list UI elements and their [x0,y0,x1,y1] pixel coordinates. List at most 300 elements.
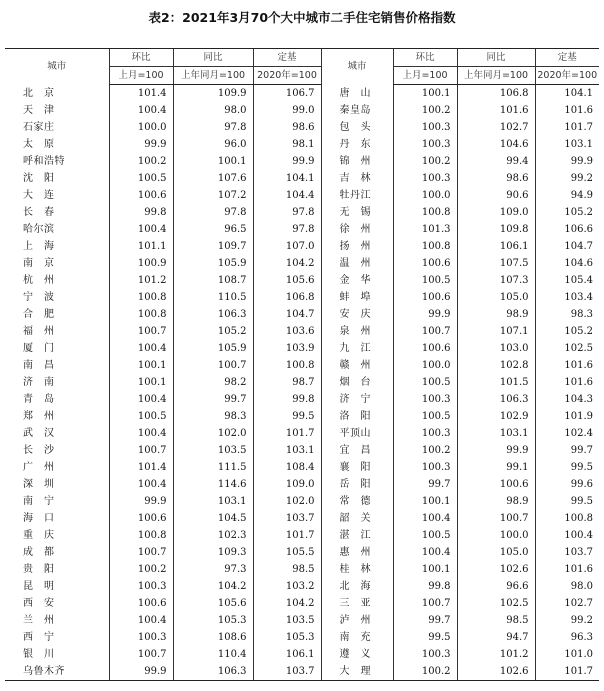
mom-value-left: 100.0 [109,119,173,136]
table-body [5,85,599,681]
city-name-left: 贵 阳 [23,564,55,575]
yoy-value-right: 104.6 [457,136,535,153]
city-name-left: 厦 门 [23,343,55,354]
yoy-value-right: 101.6 [457,102,535,119]
city-name-right: 金 华 [321,272,393,289]
city-name-right: 济 宁 [321,391,393,408]
header-yoy-sub-left: 上年同月=100 [173,67,253,85]
yoy-value-left: 105.9 [173,340,253,357]
mom-value-left: 100.4 [109,102,173,119]
table-row [5,391,599,408]
city-name-left: 沈 阳 [23,173,55,184]
mom-value-right: 100.6 [393,255,457,272]
base-value-left: 100.8 [253,357,321,374]
table-row [5,221,599,238]
mom-value-right: 100.7 [393,323,457,340]
mom-value-left: 100.6 [109,187,173,204]
yoy-value-left: 105.6 [173,595,253,612]
yoy-value-left: 96.0 [173,136,253,153]
city-name-right: 桂 林 [321,561,393,578]
yoy-value-right: 107.1 [457,323,535,340]
city-name-right: 宜 昌 [321,442,393,459]
base-value-left: 99.0 [253,102,321,119]
mom-value-right: 100.3 [393,170,457,187]
mom-value-right: 99.9 [393,306,457,323]
header-city-left: 城市 [5,49,109,85]
table-row [5,510,599,527]
mom-value-left: 99.9 [109,493,173,510]
base-value-left: 103.7 [253,510,321,527]
table-row [5,136,599,153]
base-value-right: 101.9 [535,408,599,425]
base-value-left: 99.5 [253,408,321,425]
base-value-right: 101.7 [535,663,599,681]
city-name-right: 唐 山 [321,85,393,103]
city-name-left: 天 津 [23,105,55,116]
mom-value-left: 100.6 [109,510,173,527]
city-name-right: 蚌 埠 [321,289,393,306]
yoy-value-left: 108.6 [173,629,253,646]
base-value-left: 105.6 [253,272,321,289]
yoy-value-right: 102.6 [457,561,535,578]
mom-value-right: 100.1 [393,493,457,510]
yoy-value-right: 100.6 [457,476,535,493]
mom-value-left: 100.4 [109,391,173,408]
mom-value-left: 100.8 [109,306,173,323]
mom-value-left: 101.4 [109,459,173,476]
base-value-right: 103.1 [535,136,599,153]
yoy-value-left: 110.4 [173,646,253,663]
base-value-left: 101.7 [253,527,321,544]
mom-value-left: 100.4 [109,221,173,238]
yoy-value-left: 108.7 [173,272,253,289]
yoy-value-right: 106.8 [457,85,535,103]
city-name-right: 惠 州 [321,544,393,561]
base-value-right: 101.6 [535,561,599,578]
mom-value-right: 100.2 [393,663,457,681]
yoy-value-right: 103.1 [457,425,535,442]
header-mom-sub-left: 上月=100 [109,67,173,85]
mom-value-left: 100.1 [109,357,173,374]
city-name-right: 吉 林 [321,170,393,187]
mom-value-right: 100.5 [393,408,457,425]
table-row [5,204,599,221]
base-value-left: 103.1 [253,442,321,459]
mom-value-right: 100.2 [393,153,457,170]
table-row [5,425,599,442]
yoy-value-right: 99.1 [457,459,535,476]
base-value-right: 104.6 [535,255,599,272]
city-name-right: 无 锡 [321,204,393,221]
yoy-value-left: 96.5 [173,221,253,238]
mom-value-right: 100.3 [393,136,457,153]
mom-value-right: 100.8 [393,204,457,221]
city-name-left: 济 南 [23,377,55,388]
table-row [5,153,599,170]
mom-value-right: 100.6 [393,289,457,306]
base-value-right: 103.4 [535,289,599,306]
base-value-left: 104.7 [253,306,321,323]
header-row-main [5,49,599,67]
mom-value-left: 100.9 [109,255,173,272]
table-row [5,595,599,612]
mom-value-left: 101.4 [109,85,173,103]
yoy-value-right: 100.0 [457,527,535,544]
mom-value-left: 100.7 [109,544,173,561]
city-name-left: 海 口 [23,513,55,524]
city-name-left: 郑 州 [23,411,55,422]
mom-value-right: 99.7 [393,476,457,493]
header-yoy-sub-right: 上年同月=100 [457,67,535,85]
city-name-left: 南 京 [23,258,55,269]
table-row [5,272,599,289]
yoy-value-right: 94.7 [457,629,535,646]
mom-value-right: 99.7 [393,612,457,629]
table-row [5,561,599,578]
city-name-left: 宁 波 [23,292,55,303]
mom-value-left: 100.4 [109,340,173,357]
mom-value-right: 100.2 [393,102,457,119]
yoy-value-right: 101.2 [457,646,535,663]
table-row [5,119,599,136]
yoy-value-left: 99.7 [173,391,253,408]
base-value-left: 104.2 [253,255,321,272]
city-name-right: 温 州 [321,255,393,272]
city-name-left: 南 昌 [23,360,55,371]
base-value-left: 101.7 [253,425,321,442]
base-value-right: 99.2 [535,170,599,187]
yoy-value-left: 105.2 [173,323,253,340]
yoy-value-right: 109.8 [457,221,535,238]
table-row [5,527,599,544]
yoy-value-left: 97.8 [173,204,253,221]
city-name-left: 呼和浩特 [23,156,65,167]
base-value-right: 104.3 [535,391,599,408]
city-name-right: 赣 州 [321,357,393,374]
table-row [5,629,599,646]
base-value-right: 99.7 [535,442,599,459]
table-row [5,170,599,187]
yoy-value-right: 98.9 [457,306,535,323]
table-row [5,646,599,663]
yoy-value-right: 99.4 [457,153,535,170]
base-value-right: 104.7 [535,238,599,255]
base-value-left: 103.6 [253,323,321,340]
city-name-left: 大 连 [23,190,55,201]
base-value-right: 101.6 [535,374,599,391]
mom-value-left: 99.9 [109,136,173,153]
mom-value-right: 100.2 [393,442,457,459]
mom-value-right: 100.0 [393,187,457,204]
mom-value-left: 100.4 [109,476,173,493]
yoy-value-left: 105.3 [173,612,253,629]
table-row [5,306,599,323]
yoy-value-left: 111.5 [173,459,253,476]
city-name-right: 南 充 [321,629,393,646]
base-value-left: 106.1 [253,646,321,663]
city-name-right: 九 江 [321,340,393,357]
city-name-right: 常 德 [321,493,393,510]
table-row [5,663,599,681]
mom-value-left: 100.4 [109,612,173,629]
city-name-left: 西 安 [23,598,55,609]
base-value-right: 101.7 [535,119,599,136]
table-row [5,442,599,459]
city-name-right: 丹 东 [321,136,393,153]
mom-value-right: 100.3 [393,119,457,136]
base-value-left: 108.4 [253,459,321,476]
city-name-right: 北 海 [321,578,393,595]
base-value-right: 96.3 [535,629,599,646]
base-value-left: 104.2 [253,595,321,612]
city-name-left: 乌鲁木齐 [5,663,109,681]
page-title: 表2：2021年3月70个大中城市二手住宅销售价格指数 [148,10,456,25]
base-value-right: 99.9 [535,153,599,170]
mom-value-right: 100.6 [393,340,457,357]
base-value-right: 102.4 [535,425,599,442]
table-row [5,476,599,493]
mom-value-left: 100.5 [109,408,173,425]
base-value-left: 103.2 [253,578,321,595]
city-name-right: 秦皇岛 [321,102,393,119]
yoy-value-left: 100.1 [173,153,253,170]
price-index-table [5,48,599,681]
mom-value-right: 100.3 [393,459,457,476]
city-name-right: 扬 州 [321,238,393,255]
yoy-value-left: 109.3 [173,544,253,561]
base-value-left: 98.7 [253,374,321,391]
city-name-left: 青 岛 [23,394,55,405]
city-name-left: 上 海 [23,241,55,252]
yoy-value-left: 98.3 [173,408,253,425]
yoy-value-right: 96.6 [457,578,535,595]
header-base-sub-right: 2020年=100 [535,67,599,85]
base-value-left: 103.5 [253,612,321,629]
yoy-value-left: 102.3 [173,527,253,544]
base-value-right: 94.9 [535,187,599,204]
city-name-left: 成 都 [23,547,55,558]
table-row [5,612,599,629]
city-name-right: 岳 阳 [321,476,393,493]
base-value-right: 102.7 [535,595,599,612]
base-value-left: 107.0 [253,238,321,255]
base-value-right: 102.5 [535,340,599,357]
mom-value-left: 101.1 [109,238,173,255]
base-value-left: 98.1 [253,136,321,153]
yoy-value-right: 98.6 [457,170,535,187]
base-value-right: 101.6 [535,357,599,374]
base-value-right: 104.1 [535,85,599,103]
header-base-sub-left: 2020年=100 [253,67,321,85]
yoy-value-left: 114.6 [173,476,253,493]
yoy-value-left: 103.1 [173,493,253,510]
mom-value-left: 100.7 [109,646,173,663]
base-value-left: 99.9 [253,153,321,170]
table-row [5,578,599,595]
yoy-value-left: 105.9 [173,255,253,272]
city-name-left: 兰 州 [23,615,55,626]
mom-value-left: 101.2 [109,272,173,289]
city-name-left: 银 川 [23,649,55,660]
mom-value-left: 100.6 [109,595,173,612]
base-value-right: 99.5 [535,493,599,510]
table-row [5,357,599,374]
mom-value-left: 100.1 [109,374,173,391]
mom-value-right: 100.1 [393,561,457,578]
city-name-right: 锦 州 [321,153,393,170]
base-value-right: 100.4 [535,527,599,544]
city-name-right: 韶 关 [321,510,393,527]
city-name-left: 广 州 [23,462,55,473]
yoy-value-right: 106.3 [457,391,535,408]
mom-value-left: 100.7 [109,323,173,340]
yoy-value-right: 102.7 [457,119,535,136]
table-row [5,323,599,340]
base-value-left: 99.8 [253,391,321,408]
base-value-right: 103.7 [535,544,599,561]
base-value-right: 106.6 [535,221,599,238]
city-name-left: 杭 州 [23,275,55,286]
base-value-left: 105.5 [253,544,321,561]
mom-value-right: 99.8 [393,578,457,595]
base-value-left: 97.8 [253,204,321,221]
yoy-value-left: 104.5 [173,510,253,527]
city-name-left: 昆 明 [23,581,55,592]
base-value-left: 105.3 [253,629,321,646]
yoy-value-left: 103.5 [173,442,253,459]
mom-value-left: 99.8 [109,204,173,221]
table-row [5,408,599,425]
mom-value-right: 99.5 [393,629,457,646]
mom-value-right: 100.8 [393,238,457,255]
yoy-value-right: 102.8 [457,357,535,374]
city-name-right: 三 亚 [321,595,393,612]
mom-value-left: 100.2 [109,153,173,170]
mom-value-right: 100.0 [393,357,457,374]
mom-value-left: 100.3 [109,578,173,595]
mom-value-right: 100.5 [393,374,457,391]
mom-value-right: 100.3 [393,646,457,663]
base-value-left: 106.8 [253,289,321,306]
base-value-left: 104.1 [253,170,321,187]
base-value-left: 98.6 [253,119,321,136]
base-value-right: 99.5 [535,459,599,476]
city-name-right: 烟 台 [321,374,393,391]
mom-value-right: 100.1 [393,85,457,103]
mom-value-right: 101.3 [393,221,457,238]
table-row [5,255,599,272]
yoy-value-right: 103.0 [457,340,535,357]
base-value-right: 105.2 [535,204,599,221]
table-row [5,85,599,103]
yoy-value-left: 104.2 [173,578,253,595]
city-name-left: 哈尔滨 [23,224,55,235]
yoy-value-right: 102.5 [457,595,535,612]
mom-value-left: 100.5 [109,170,173,187]
mom-value-left: 100.7 [109,442,173,459]
mom-value-left: 100.3 [109,629,173,646]
city-name-left: 太 原 [23,139,55,150]
yoy-value-right: 105.0 [457,289,535,306]
city-name-right: 安 庆 [321,306,393,323]
yoy-value-right: 105.0 [457,544,535,561]
yoy-value-right: 102.6 [457,663,535,681]
header-base-right: 定基 [535,49,599,67]
header-yoy-left: 同比 [173,49,253,67]
city-name-left: 石家庄 [23,122,55,133]
city-name-left: 合 肥 [23,309,55,320]
city-name-right: 襄 阳 [321,459,393,476]
yoy-value-left: 109.7 [173,238,253,255]
table-row [5,340,599,357]
base-value-left: 98.5 [253,561,321,578]
yoy-value-right: 101.5 [457,374,535,391]
yoy-value-left: 97.3 [173,561,253,578]
table-row [5,544,599,561]
base-value-right: 99.2 [535,612,599,629]
city-name-left: 南 宁 [23,496,55,507]
yoy-value-left: 102.0 [173,425,253,442]
city-name-right: 湛 江 [321,527,393,544]
yoy-value-right: 106.1 [457,238,535,255]
mom-value-left: 100.8 [109,289,173,306]
city-name-right: 徐 州 [321,221,393,238]
yoy-value-right: 102.9 [457,408,535,425]
city-name-left: 深 圳 [23,479,55,490]
header-mom-right: 环比 [393,49,457,67]
city-name-right: 泸 州 [321,612,393,629]
table-row [5,289,599,306]
city-name-right: 洛 阳 [321,408,393,425]
header-mom-sub-right: 上月=100 [393,67,457,85]
base-value-left: 103.7 [253,663,321,681]
base-value-left: 104.4 [253,187,321,204]
table-row [5,374,599,391]
yoy-value-right: 107.3 [457,272,535,289]
yoy-value-left: 97.8 [173,119,253,136]
yoy-value-left: 100.7 [173,357,253,374]
yoy-value-right: 100.7 [457,510,535,527]
header-base-left: 定基 [253,49,321,67]
mom-value-left: 100.8 [109,527,173,544]
yoy-value-right: 98.5 [457,612,535,629]
table-row [5,187,599,204]
city-name-right: 遵 义 [321,646,393,663]
base-value-left: 97.8 [253,221,321,238]
yoy-value-left: 106.3 [173,306,253,323]
yoy-value-left: 98.0 [173,102,253,119]
base-value-right: 105.4 [535,272,599,289]
base-value-right: 99.6 [535,476,599,493]
base-value-right: 101.0 [535,646,599,663]
city-name-left: 长 沙 [23,445,55,456]
city-name-left: 西 宁 [23,632,55,643]
city-name-right: 包 头 [321,119,393,136]
base-value-right: 100.8 [535,510,599,527]
mom-value-right: 100.4 [393,510,457,527]
city-name-right: 泉 州 [321,323,393,340]
city-name-left: 武 汉 [23,428,55,439]
mom-value-left: 100.4 [109,425,173,442]
base-value-right: 98.0 [535,578,599,595]
city-name-right: 平顶山 [321,425,393,442]
base-value-left: 109.0 [253,476,321,493]
yoy-value-right: 109.0 [457,204,535,221]
yoy-value-right: 98.9 [457,493,535,510]
mom-value-right: 100.4 [393,544,457,561]
city-name-left: 长 春 [23,207,55,218]
base-value-right: 101.6 [535,102,599,119]
